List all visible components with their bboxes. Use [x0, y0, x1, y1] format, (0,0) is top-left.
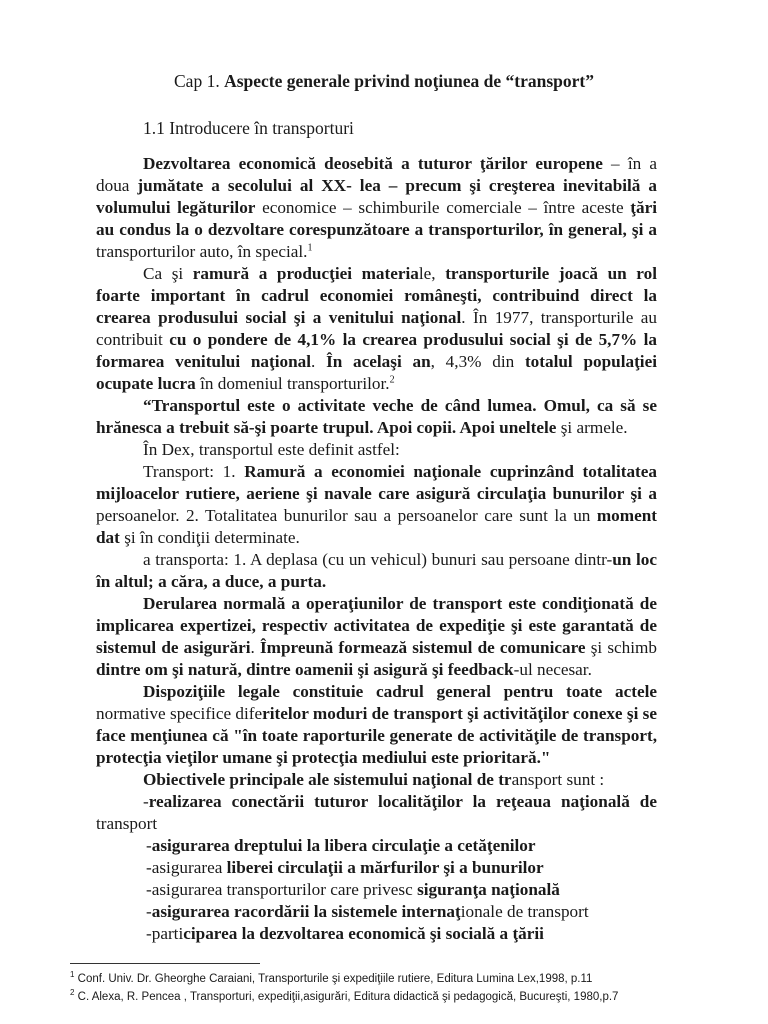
text-run: transporturilor auto, în special. — [96, 242, 308, 261]
text-run: Obiectivele principale ale sistemului naţional de tr — [143, 770, 512, 789]
body-text — [96, 153, 657, 945]
text-run: şi schimb — [585, 638, 657, 657]
chapter-title-text: Aspecte generale privind noţiunea de “transport” — [224, 71, 594, 91]
text-run: moment dat — [96, 506, 657, 547]
text-run: - — [146, 902, 152, 921]
text-run: - — [146, 836, 152, 855]
list-item-objective-4 — [96, 879, 657, 901]
chapter-number: Cap 1. — [174, 71, 225, 91]
text-run: , 4,3% din — [430, 352, 525, 371]
text-run: jumătate a secolului al XX- lea – precum şi creşterea inevitabilă a volumului legăturilor — [96, 176, 657, 217]
list-item-objective-6 — [96, 923, 657, 945]
text-run: asigurarea dreptului la libera circulaţie a cetăţenilor — [151, 836, 536, 855]
text-run: şi în condiţii determinate. — [119, 528, 300, 547]
text-run: normative specifice dife — [96, 704, 263, 723]
paragraph-1 — [96, 153, 657, 263]
footnote-separator — [70, 963, 260, 964]
footnote-text: Conf. Univ. Dr. Gheorghe Caraiani, Transporturile şi expediţiile rutiere, Editura Lumina Lex,1998, p.11 — [74, 973, 593, 985]
footnote-reference-2[interactable]: 2 — [389, 374, 395, 386]
text-run: totalul populaţiei ocupate lucra — [96, 352, 657, 393]
text-run: cu o pondere de 4,1% la crearea produsului social şi de 5,7% la formarea venitului naţional — [96, 330, 657, 371]
footnote-mark: 2 — [70, 988, 75, 998]
text-run: transporturile joacă un rol foarte important în cadrul economiei româneşti, contribuind direct la crearea produsului social şi a venitului naţional — [96, 264, 657, 327]
paragraph-7 — [96, 593, 657, 681]
paragraph-9 — [96, 769, 657, 791]
list-item-objective-5 — [96, 901, 657, 923]
text-run: Transport: 1. — [143, 462, 245, 481]
text-run: ciparea la dezvoltarea economică şi socială a ţării — [183, 924, 544, 943]
text-run: şi armele. — [556, 418, 628, 437]
text-run: ionale de transport — [460, 902, 589, 921]
text-run: “Transportul este o activitate veche de când lumea. Omul, ca să se hrănesca a trebuit să-şi poarte trupul. Apoi copii. Apoi uneltele — [96, 396, 657, 437]
text-run: . — [250, 638, 260, 657]
text-run: Ca şi — [143, 264, 193, 283]
text-run: Ramură a economiei naţionale cuprinzând totalitatea mijloacelor rutiere, aeriene şi navale care asigură circulaţia bunurilor şi a — [96, 462, 657, 503]
text-run: Dezvoltarea economică deosebită a tuturor ţărilor europene — [143, 154, 603, 173]
text-run: dintre om şi natură, dintre oamenii şi asigură şi feedback — [96, 660, 514, 679]
text-run: Derularea normală a operaţiunilor de transport este condiţionată de implicarea expertizei, respectiv activitatea de expediţie şi este garantată de sistemul de asigurări — [96, 594, 657, 657]
text-run: ritelor moduri de transport şi activităţilor conexe şi se face menţiunea că "în toate raporturile generate de activităţile de transport, protecţia vieţilor umane şi protecţia mediului este prioritară." — [96, 704, 657, 767]
text-run: siguranţa naţională — [417, 880, 560, 899]
paragraph-4: În Dex, transportul este definit astfel: — [143, 440, 400, 459]
paragraph-5-definition — [96, 461, 657, 549]
text-run: transport — [96, 814, 158, 833]
text-run: le, — [418, 264, 446, 283]
paragraph-6-definition — [96, 549, 657, 593]
footnote-mark: 1 — [70, 970, 75, 980]
text-run: – în a doua — [96, 154, 657, 195]
text-run: economice – schimburile comerciale – între aceste — [255, 198, 631, 217]
paragraph-8 — [96, 681, 657, 769]
paragraph-3-quote — [96, 395, 657, 439]
footnote-2 — [70, 988, 730, 1006]
text-run: a transporta: 1. A deplasa (cu un vehicul) bunuri sau persoane dintr- — [143, 550, 613, 569]
text-run: . — [311, 352, 327, 371]
text-run: liberei circulaţii a mărfurilor şi a bunurilor — [226, 858, 544, 877]
text-run: În acelaşi an — [326, 352, 431, 371]
text-run: asigurarea racordării la sistemele internaţ — [151, 902, 461, 921]
text-run: în domeniul transporturilor. — [195, 374, 390, 393]
paragraph-2 — [96, 263, 657, 395]
list-item-objective-1 — [96, 791, 657, 835]
list-item-objective-2 — [96, 835, 657, 857]
section-heading: 1.1 Introducere în transporturi — [143, 118, 354, 138]
text-run: -asigurarea transporturilor care privesc — [146, 880, 418, 899]
list-item-objective-3 — [96, 857, 657, 879]
footnote-text: C. Alexa, R. Pencea , Transporturi, expediţii,asigurări, Editura didactică şi pedagogică, Bucureşti, 1980,p.7 — [74, 991, 619, 1003]
text-run: -asigurarea — [146, 858, 227, 877]
text-run: Împreună formează sistemul de comunicare — [259, 638, 586, 657]
text-run: -ul necesar. — [513, 660, 592, 679]
text-run: un loc în altul; a căra, a duce, a purta. — [96, 550, 657, 591]
text-run: -parti — [146, 924, 184, 943]
text-run: ansport sunt : — [511, 770, 605, 789]
text-run: Dispoziţiile legale constituie cadrul general pentru toate actele — [143, 682, 657, 701]
text-run: realizarea conectării tuturor localităţilor la reţeaua naţională de — [148, 792, 657, 811]
footnote-1 — [70, 970, 730, 988]
text-run: - — [143, 792, 149, 811]
footnote-reference-1[interactable]: 1 — [307, 242, 313, 254]
text-run: . În 1977, transporturile au contribuit — [96, 308, 657, 349]
text-run: ţări au condus la o dezvoltare corespunzătoare a transporturilor, în general, şi a — [96, 198, 657, 239]
text-run: persoanelor. 2. Totalitatea bunurilor sau a persoanelor care sunt la un — [96, 506, 597, 525]
footnotes — [70, 970, 730, 1006]
chapter-title — [0, 70, 768, 92]
text-run: ramură a producţiei materia — [192, 264, 419, 283]
